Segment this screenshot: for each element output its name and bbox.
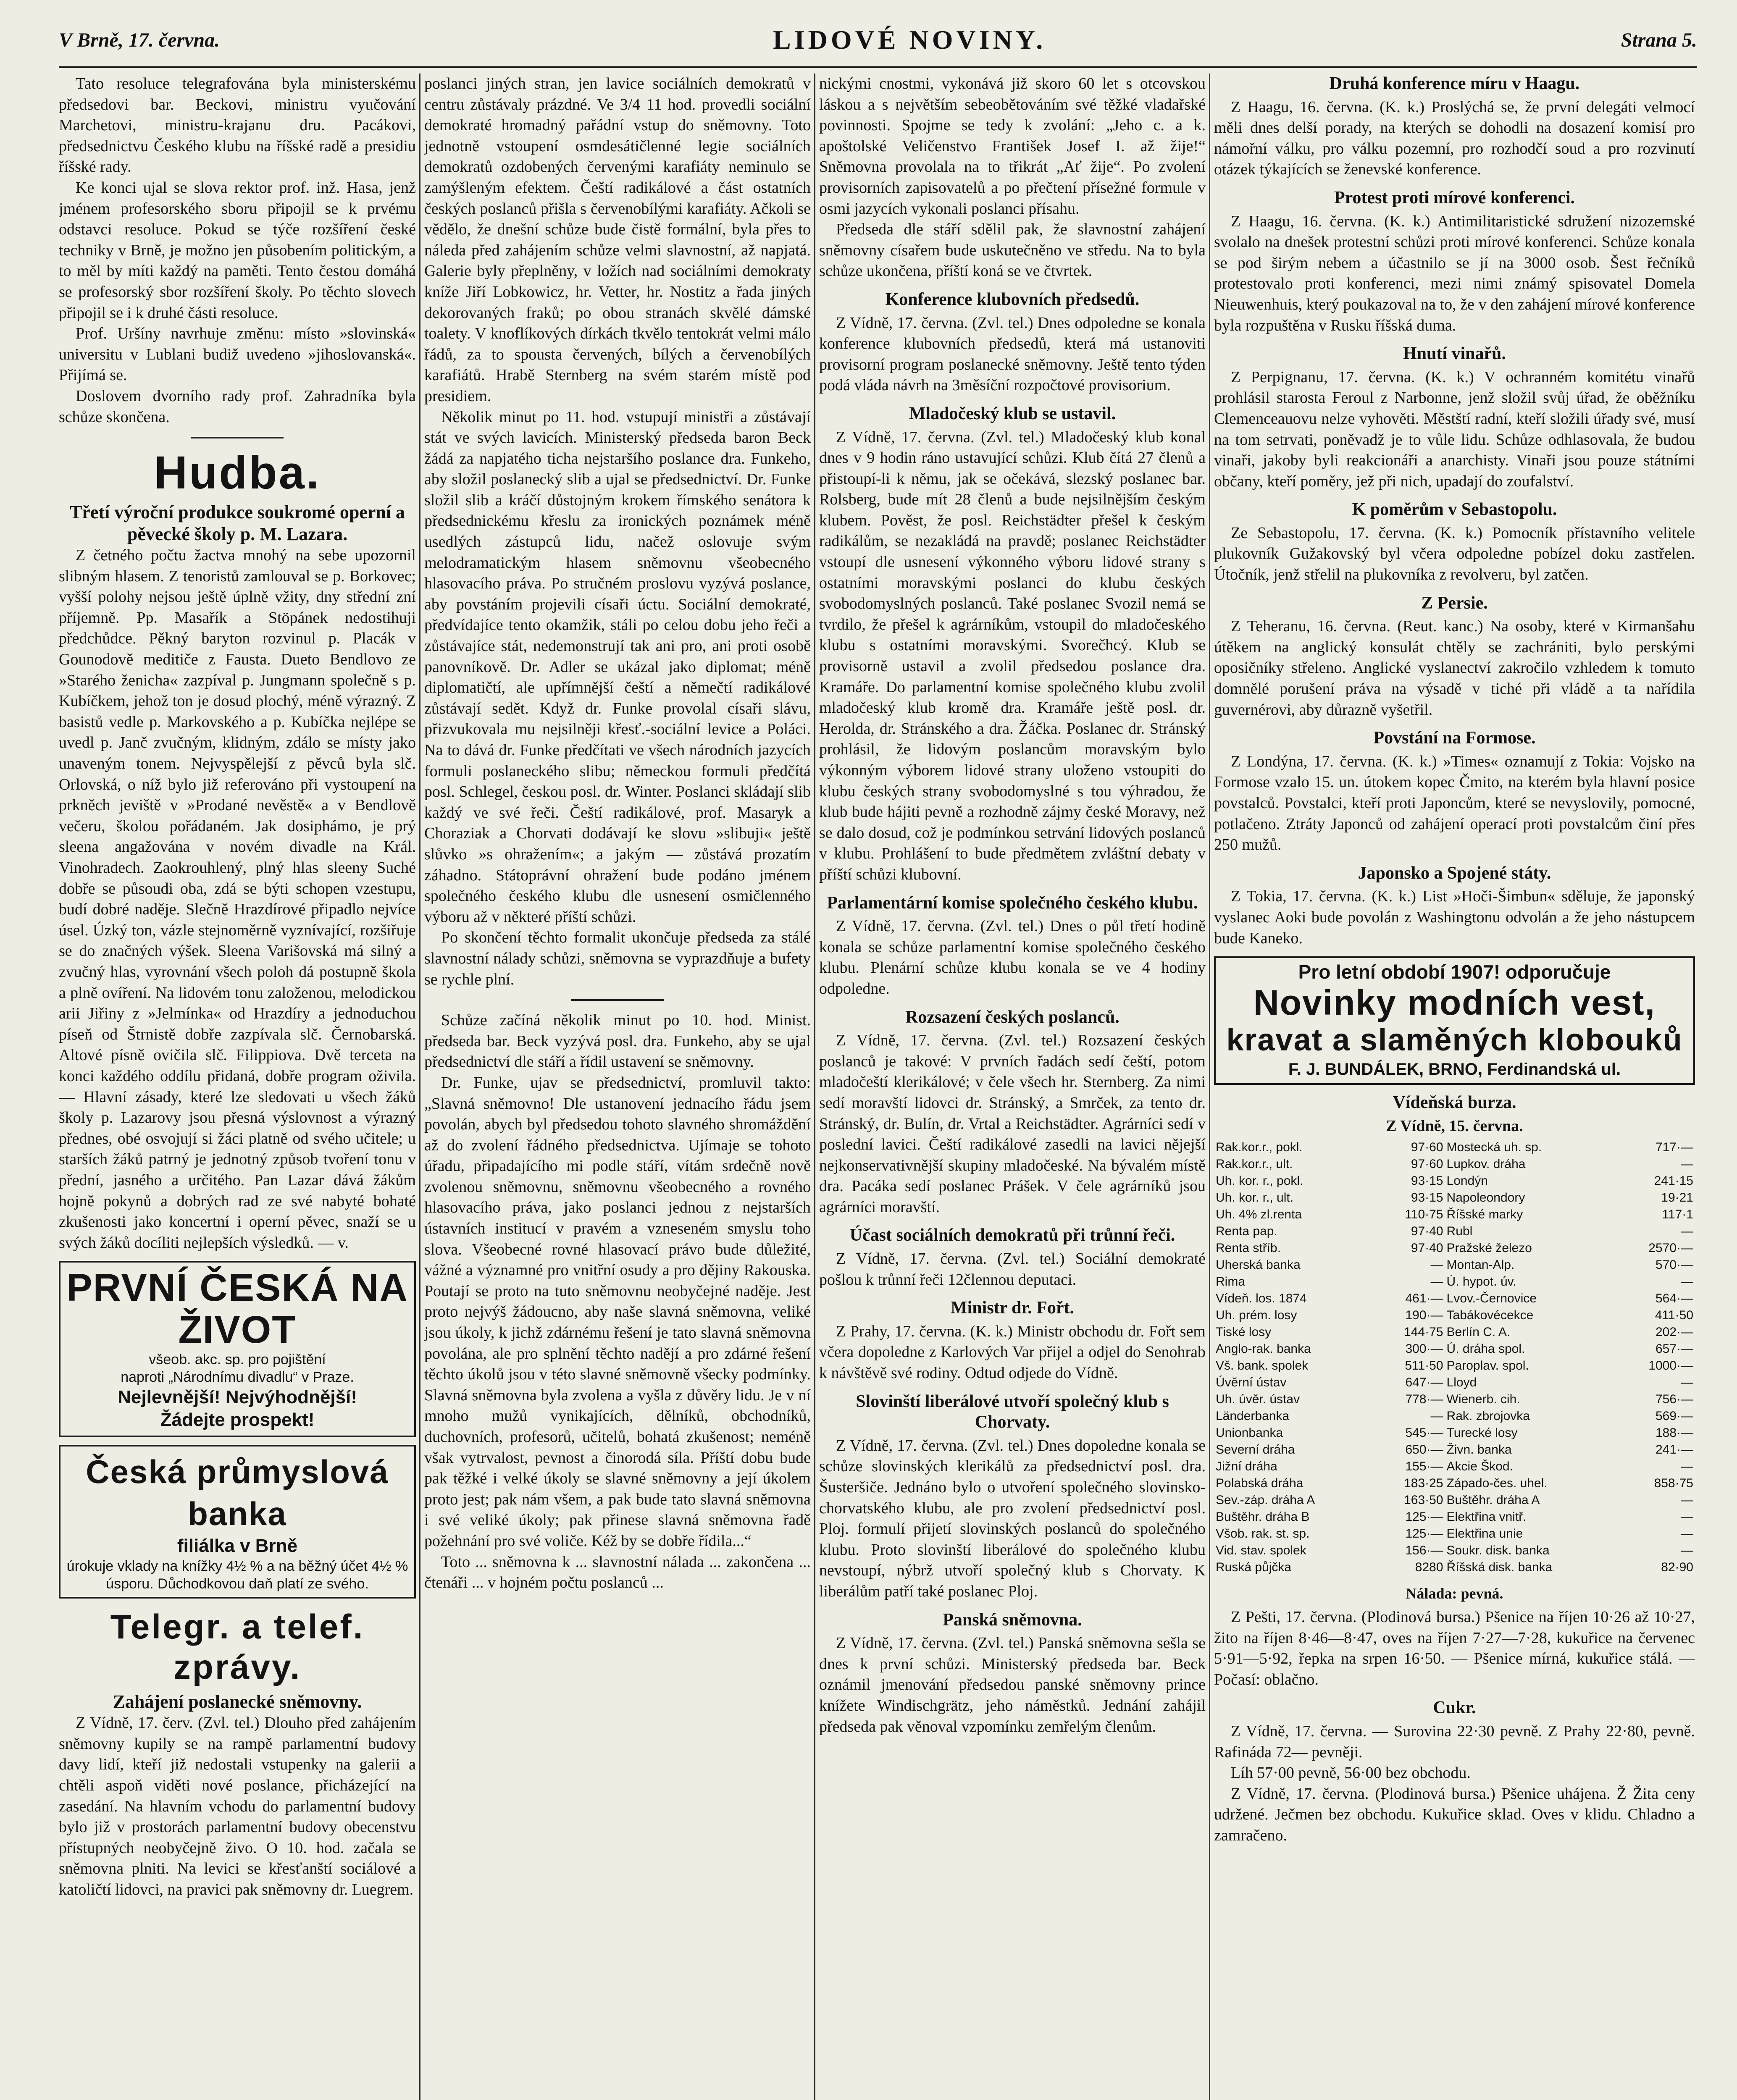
- paragraph: Z Vídně, 17. června. (Zvl. tel.) Dnes o půl třetí hodině konala se schůze parlamentní komise společného českého klubu. Plenární schůze klubu konala se ve 4 hodiny odpoledne.: [819, 917, 1206, 998]
- exchange-row: [1214, 1206, 1695, 1223]
- exchange-value: 125·—: [1405, 1510, 1443, 1524]
- exchange-item: Říšské marky: [1446, 1208, 1523, 1222]
- ad-title: PRVNÍ ČESKÁ NA ŽIVOT: [66, 1266, 408, 1352]
- article-heading: Třetí výroční produkce soukromé operní a pěvecké školy p. M. Lazara.: [69, 502, 405, 545]
- exchange-item: Länderbanka: [1216, 1409, 1290, 1423]
- paragraph: Z Perpignanu, 17. června. (K. k.) V ochranném komitétu vinařů prohlásil starosta Feroul z Narbonne, jenž složil svůj úřad, že oběžníku Clemenceauovu nelze vyhověti. Městští radní, kteří složili úřady své, musí na tom setrvati, poněvadž je to vůle lidu. Schůze odhlasovala, že budou vinaři, jakoby byli reakcionáři a anarchisty. Vinaři jsou pouze státními občany, kteří poměry, jež při nich, upadají do zoufalství.: [1214, 368, 1695, 490]
- paragraph: Ze Sebastopolu, 17. června. (K. k.) Pomocník přístavního velitele plukovník Gužakovský byl včera odpoledne pobízel doku zastřelen. Útočník, jenž střelil na plukovníka z revolveru, byl zatčen.: [1214, 524, 1695, 584]
- exchange-value: —: [1430, 1258, 1443, 1272]
- column-1: [59, 74, 416, 2100]
- article-heading: Účast sociálních demokratů při trůnní řeči.: [849, 1226, 1175, 1245]
- exchange-item: Západo-čes. uhel.: [1446, 1476, 1548, 1491]
- insurance-advertisement: [59, 1261, 416, 1437]
- exchange-value: 300·—: [1405, 1342, 1443, 1356]
- exchange-value: 82·90: [1661, 1560, 1693, 1575]
- exchange-row: [1214, 1341, 1695, 1357]
- exchange-value: 117·1: [1662, 1208, 1693, 1222]
- exchange-item: Uh. 4% zl.renta: [1216, 1208, 1302, 1222]
- ad-line: Nejlevnější! Nejvýhodnější!: [118, 1387, 357, 1408]
- column-rule: [419, 74, 420, 2100]
- article-heading: Konference klubovních předsedů.: [885, 289, 1140, 309]
- paragraph: poslanci jiných stran, jen lavice sociálních demokratů v centru zůstávaly prázdné. Ve 3/4 11 hod. provedli sociální demokraté hromadný pařádní vstup do sněmovny. Toto jednotně vstoupení osmdesátičlenné legie sociálních demokratů ozdobených červenými karafiáty neminulo se zamýšleným efektem. Čeští radikálové a část ostatních českých poslanců přišla s červenobílými karafiáty. Ačkoli se vědělo, že dnešní schůze bude čistě formální, byla přes to náleda před zahájením schůze velmi slavnostní, až napjatá. Galerie byly přeplněny, v ložích nad sociálními demokraty kníže Jiří Lobkowicz, hr. Vetter, hr. Nostitz a řada jiných dekorovaných fraků; po obou stranách skvělé dámské toalety. V knoflíkových dírkách tkvělo tentokrát velmi málo řádů, za to spousta červených, bílých a červenobílých karafiátů. Hrabě Sternberg na svém starém místě pod presidiem.: [424, 75, 811, 405]
- exchange-value: —: [1430, 1409, 1443, 1423]
- paragraph: Z Haagu, 16. června. (K. k.) Proslýchá se, že první delegáti velmocí měli dnes delší porady, na kterých se dohodli na dosazení komisí pro námořní válku, pro válku pozemní, pro rozhodčí soud a pro rozvinutí otázek týkajících se ženevské konference.: [1214, 98, 1695, 178]
- exchange-item: Rubl: [1446, 1224, 1473, 1239]
- exchange-row: [1214, 1441, 1695, 1458]
- exchange-item: Všob. rak. st. sp.: [1216, 1527, 1310, 1541]
- exchange-value: 125·—: [1405, 1527, 1443, 1541]
- paragraph: Po skončení těchto formalit ukončuje předseda za stálé slavnostní nálady schůzi, sněmovna se vyprazdňuje a bufety se rychle plní.: [424, 929, 811, 988]
- exchange-item: Rak.kor.r., ult.: [1216, 1157, 1293, 1171]
- column-3: [819, 74, 1206, 2100]
- section-heading: Telegr. a telef. zprávy.: [110, 1608, 365, 1687]
- paragraph: Z Tokia, 17. června. (K. k.) List »Hoči-Šimbun« sděluje, že japonský vyslanec Aoki bude povolán z Washingtonu odvolán a že jeho nástupcem bude Kanekо.: [1214, 887, 1695, 947]
- exchange-item: Uh. úvěr. ústav: [1216, 1392, 1300, 1407]
- exchange-item: Londýn: [1446, 1174, 1488, 1188]
- exchange-value: —: [1681, 1510, 1693, 1524]
- exchange-item: Napoleondory: [1446, 1191, 1525, 1205]
- exchange-item: Montan-Alp.: [1446, 1258, 1515, 1272]
- exchange-value: 647·—: [1405, 1376, 1443, 1390]
- exchange-row: [1214, 1240, 1695, 1257]
- ad-title: Česká průmyslová banka: [86, 1453, 389, 1533]
- exchange-item: Vid. stav. spolek: [1216, 1544, 1306, 1558]
- exchange-row: [1214, 1509, 1695, 1525]
- article-heading: Z Persie.: [1421, 593, 1488, 613]
- exchange-row: [1214, 1189, 1695, 1206]
- exchange-value: 778·—: [1405, 1392, 1443, 1407]
- exchange-row: [1214, 1173, 1695, 1189]
- paragraph: Z četného počtu žactva mnohý na sebe upozornil slibným hlasem. Z tenoristů zamlouval se p. Borkovec; vyšší polohy nejsou ještě úplně vžity, dny střední zní příjemně. Pp. Masařík a Stöpánek nedostihuji předchůdce. Pěkný baryton rozvinul p. Placák v Gounodově meditiče z Fausta. Dueto Bendlovo ze »Starého ženicha« zazpíval p. Jungmann společně s p. Kubíčkem, jehož ton je dosud plochý, méně výrazný. Z basistů vedle p. Markovského a p. Kubíčka nejlépe se uvedl p. Janč zvučným, klidným, zdálo se místy jako unaveným tonem. Nejvyspělejší z pěvců byla slč. Orlovská, o níž bylo již referováno při vystoupení na prkněch jeviště v »Prodané nevěstě« a v Bendlově večeru, školou pořádaném. Jak dosiphámo, je prý sleena angažována v novém divadle na Král. Vinohradech. Zaokrouhlený, plný hlas sleeny Suché dobře se půsoudi oba, zdá se býti schopen vzestupu, budí dobré naděje. Slečně Hrazdírové připadlo nejvíce úsel. Úzký ton, vázle stejnoměrně vyznívající, rozšiřuje se do značných výšek. Sleena Varišovská má silný a zvučný hlas, vyrovnání všech poloh dá postupně škola a plně ovíření. Na lidovém tonu založenou, melodickou arii Jiřiny z »Jelmínka« od Hrazdíry a jednoduchou píseň od Štrnistě dobře zazpívala slč. Černobarská. Altové písně ovičila slč. Filippiova. Dvě terceta na konci každého oddílu přidaná, dobře program oživila. — Hlavní zásady, které lze sledovati u všech žáků školy p. Lazarovy jsou přesná výslovnost a výrazný přednes, obé osvojují si žáci platně od svého učitele; u starších žáků patrný je jednotný způsob tvoření tonu v přední, jasného a určitého. Pan Lazar dává žákům hojně pokynů a dobrých rad ze své nabyté bohaté zkušenosti jako koncertní i operní pěvec, snaží se u svých žáků docíliti nejlepších výsledků. — v.: [59, 546, 416, 1252]
- exchange-item: Ruská půjčka: [1216, 1560, 1292, 1575]
- exchange-value: 93·15: [1411, 1191, 1443, 1205]
- exchange-item: Renta pap.: [1216, 1224, 1277, 1239]
- exchange-value: 110·75: [1405, 1208, 1443, 1222]
- exchange-item: Uherská banka: [1216, 1258, 1301, 1272]
- exchange-row: [1214, 1492, 1695, 1509]
- article-heading: Druhá konference míru v Haagu.: [1329, 74, 1580, 93]
- exchange-row: [1214, 1156, 1695, 1173]
- exchange-note: Nálada: pevná.: [1406, 1585, 1503, 1602]
- exchange-value: 650·—: [1405, 1443, 1443, 1457]
- column-4: [1214, 74, 1695, 2100]
- article-heading: Slovinští liberálové utvoří společný klub s Chorvaty.: [856, 1391, 1169, 1432]
- exchange-row: [1214, 1542, 1695, 1559]
- exchange-value: 188·—: [1655, 1426, 1693, 1440]
- column-2: [424, 74, 811, 2100]
- exchange-item: Unionbanka: [1216, 1426, 1283, 1440]
- exchange-row: [1214, 1139, 1695, 1156]
- exchange-item: Ú. dráha spol.: [1446, 1342, 1525, 1356]
- exchange-row: [1214, 1559, 1695, 1576]
- paragraph: Z Vídně, 17. června. (Zvl. tel.) Sociální demokraté pošlou k trůnní řeči 12člennou deputaci.: [819, 1250, 1206, 1289]
- exchange-value: 545·—: [1405, 1426, 1443, 1440]
- exchange-item: Říšská disk. banka: [1446, 1560, 1553, 1575]
- exchange-value: 97·40: [1411, 1241, 1443, 1255]
- exchange-value: 97·40: [1411, 1224, 1443, 1239]
- exchange-value: —: [1681, 1460, 1693, 1474]
- exchange-row: [1214, 1425, 1695, 1441]
- clothing-advertisement: [1214, 956, 1695, 1085]
- exchange-value: 657·—: [1655, 1342, 1693, 1356]
- exchange-item: Tabákovécekce: [1446, 1308, 1534, 1323]
- exchange-row: [1214, 1525, 1695, 1542]
- exchange-value: 163·50: [1404, 1493, 1443, 1507]
- divider: [571, 999, 664, 1001]
- exchange-row: [1214, 1273, 1695, 1290]
- exchange-value: 570·—: [1655, 1258, 1693, 1272]
- exchange-value: 241·—: [1655, 1443, 1693, 1457]
- column-rule: [1209, 74, 1210, 2100]
- exchange-value: 756·—: [1655, 1392, 1693, 1407]
- exchange-value: 19·21: [1661, 1191, 1693, 1205]
- paragraph: Z Prahy, 17. června. (K. k.) Ministr obchodu dr. Fořt sem včera dopoledne z Karlových Var přijel a odjel do Senohrab k návštěvě své rodiny. Odtud odjede do Vídně.: [819, 1322, 1206, 1382]
- article-heading: Protest proti mírové konferenci.: [1334, 188, 1575, 207]
- exchange-row: [1214, 1290, 1695, 1307]
- exchange-value: 8280: [1415, 1560, 1443, 1575]
- article-heading: Parlamentární komise společného českého klubu.: [827, 893, 1198, 913]
- divider: [191, 437, 284, 438]
- exchange-item: Akcie Škod.: [1446, 1460, 1513, 1474]
- masthead-page-number: Strana 5.: [1621, 29, 1697, 51]
- exchange-row: [1214, 1374, 1695, 1391]
- article-heading: Povstání na Formose.: [1373, 728, 1536, 748]
- exchange-item: Polabská dráha: [1216, 1476, 1303, 1491]
- paragraph: Předseda dle stáří sdělil pak, že slavnostní zahájení sněmovny císařem bude uskutečněno ve středu. Na to byla schůze ukončena, příští koná se ve čtvrtek.: [819, 220, 1206, 280]
- exchange-value: 190·—: [1405, 1308, 1443, 1323]
- ad-line: Žádejte prospekt!: [160, 1410, 315, 1431]
- exchange-item: Berlín C. A.: [1446, 1325, 1511, 1339]
- exchange-row: [1214, 1324, 1695, 1341]
- exchange-item: Lvov.-Černovice: [1446, 1292, 1537, 1306]
- paragraph: Z Vídně, 17. června. (Zvl. tel.) Dnes odpoledne se konala konference klubovních předsedů, která má ustanoviti provisorní program poslanecké sněmovny. Ještě tento týden podá vláda návrh na 3měsíční rozpočtové provisorium.: [819, 314, 1206, 394]
- article-heading: Ministr dr. Fořt.: [951, 1298, 1074, 1318]
- exchange-item: Vídeň. los. 1874: [1216, 1292, 1307, 1306]
- exchange-value: 144·75: [1404, 1325, 1443, 1339]
- exchange-value: 97·60: [1411, 1157, 1443, 1171]
- ad-title: Novinky modních vest,: [1253, 983, 1656, 1023]
- paragraph: Několik minut po 11. hod. vstupují ministři a zůstávají stát ve svých lavicích. Ministerský předseda baron Beck žádá za napjatého ticha nejstaršího poslance dra. Funkeho, aby složil poslanecký slib a ujal se předsednictví. Dr. Funke složil slib a kráčí důstojným krokem římského senátora k předsednickému křeslu za ironických poznámek méně usedlých zástupců lidu, načež oslovuje svým melodramatickým hlasem sněmovnu všeobecného hlasovacího práva. Po stručném proslovu vyzývá poslance, aby povstáním projevili císaři úctu. Sociální demokraté, předvídajíce tento okamžik, stáli po celou dobu jeho řeči a zůstávajíce stát, nedemonstrují tak ani pro, ani proti osobě panovníkově. Dr. Adler se ukázal jako diplomat; méně diplomatičtí, ale upřímnější čeští a němečtí radikálové zůstávají sedět. Když dr. Funke provolal císaři slávu, přizvukovala mu nejsilněji křesť.-sociální levice a Poláci. Na to dává dr. Funke předčítati ve všech národních jazycích formuli poslaneckého slibu; německou formuli předčítá posl. Schlegel, českou posl. dr. Winter. Poslanci skládají slib každý ve své řeči. Čeští radikálové, prof. Masaryk a Choraziak a Chorvati dodávají ke slovu »slibuji« ještě slůvko »s ohražením«; a jakým — zůstává prozatím záhadno. Státoprávní ohražení bude podáno jménem společného českého klubu dle usnesení osmičlenného výboru až v některé příští schůzi.: [424, 408, 811, 926]
- exchange-value: 569·—: [1655, 1409, 1693, 1423]
- paragraph: Z Vídně, 17. června. (Zvl. tel.) Panská sněmovna sešla se dnes k první schůzi. Ministerský předseda bar. Beck oznámil jmenování předsedou panské sněmovny prince knížete Windischgrätz, jeho náměstků. Jednání zahájil předseda pak věnoval vzpomínku zemřelým členům.: [819, 1634, 1206, 1735]
- exchange-item: Uh. kor. r., ult.: [1216, 1191, 1294, 1205]
- masthead-title: LIDOVÉ NOVINY.: [773, 25, 1046, 55]
- exchange-item: Lupkov. dráha: [1446, 1157, 1526, 1171]
- exchange-item: Živn. banka: [1446, 1443, 1512, 1457]
- ad-line: úrokuje vklady na knížky 4½ % a na běžný účet 4½ % úsporu. Důchodkovou daň platí ze svého.: [66, 1558, 408, 1592]
- masthead: [59, 20, 1697, 68]
- exchange-item: Lloyd: [1446, 1376, 1477, 1390]
- exchange-row: [1214, 1458, 1695, 1475]
- paragraph: Z Vídně, 17. června. — Surovina 22·30 pevně. Z Prahy 22·80, pevně. Rafináda 72— pevněji.: [1214, 1722, 1695, 1761]
- exchange-item: Rak. zbrojovka: [1446, 1409, 1530, 1423]
- paragraph: nickými cnostmi, vykonává již skoro 60 let s otcovskou láskou a s největším sebeobětováním své těžké vladařské povinnosti. Spojme se tedy k zvolání: „Jeho c. a k. apoštolské Veličenstvo František Josef I. až žije!“ Sněmovna provolala na to třikrát „Ať žije“. Po zvolení provisorních zapisovatelů a po přečtení přísežné formule v osmi jazycích vykonali poslanci přísahu.: [819, 75, 1206, 218]
- exchange-row: [1214, 1223, 1695, 1240]
- paragraph: Z Vídně, 17. června. (Zvl. tel.) Mladočeský klub konal dnes v 9 hodin ráno ustavující schůzi. Klub čítá 27 členů a přistoupí-li k němu, jak se očekává, slezský poslanec bar. Rolsberg, bude mít 28 členů a bude nejsilnějším českým klubem. Pověst, že posl. Reichstädter přešel k českým radikálům, se nezakládá na pravdě; poslanec Reichstädter vstoupí dle usnesení výkonného výboru lidové strany s ostatními moravskými poslanci do klubu českých svobodomyslných poslanců. Také poslanec Svozil nemá se tvrdilo, že přešel k agrárníkům, vstoupil do mladočeského klubu s ostatními moravskými. Svorečhcý. Klub se provisorně ustavil a zvolil předsedou poslance dra. Kramáře. Do parlamentní komise společného klubu zvolil mladočeský klub kromě dra. Kramáře ještě posl. dr. Herolda, dr. Stránského a dra. Žáčka. Poslanec dr. Stránský prohlásil, že lidovým poslancům moravským bylo výkonným výborem lidové strany uloženo vstoupiti do klubu českých strany svobodomyslné s tou výhradou, že klub bude hájiti pevně a rozhodně zájmy české Moravy, než se dalo dosud, což je podmínkou setrvání lidových poslanců v klubu. Prohlášení to bude předmětem zvláštní debaty v příští schůzi klubovní.: [819, 428, 1206, 883]
- paragraph: Líh 57·00 pevně, 56·00 bez obchodu.: [1231, 1764, 1471, 1782]
- exchange-value: 858·75: [1654, 1476, 1693, 1491]
- column-rule: [814, 74, 815, 2100]
- masthead-date: V Brně, 17. června.: [59, 29, 220, 51]
- exchange-item: Úvěrní ústav: [1216, 1376, 1287, 1390]
- article-heading: Rozsazení českých poslanců.: [905, 1007, 1119, 1027]
- exchange-value: 511·50: [1405, 1359, 1443, 1373]
- exchange-value: 183·25: [1404, 1476, 1443, 1491]
- exchange-item: Paroplav. spol.: [1446, 1359, 1529, 1373]
- paragraph: Doslovem dvorního rady prof. Zahradníka byla schůze skončena.: [59, 387, 416, 426]
- exchange-item: Anglo-rak. banka: [1216, 1342, 1311, 1356]
- article-heading: Japonsko a Spojené státy.: [1358, 863, 1551, 883]
- ad-title: kravat a slaměných klobouků: [1226, 1022, 1683, 1058]
- article-heading: Mladočeský klub se ustavil.: [909, 404, 1116, 423]
- exchange-item: Uh. prém. losy: [1216, 1308, 1297, 1323]
- exchange-value: —: [1681, 1376, 1693, 1390]
- exchange-item: Renta stříb.: [1216, 1241, 1281, 1255]
- paragraph: Dr. Funke, ujav se předsednictví, promluvil takto: „Slavná sněmovno! Dle ustanovení jednacího řádu jsem povolán, abych byl předsedou tohoto slavného shromáždění až do zvolení řádného předsednictva. Ujímaje se tohoto úřadu, připadajícího mi podle stáří, vítám srdečně nově zvolenou sněmovnu, sněmovnu všeobecného a rovného hlasovacího práva, jako poslanci jednou z nejstarších ústavních institucí v pravém a vzneseném smyslu toho slova. Všeobecné rovné hlasovací právo bude důležité, vážné a významné pro vnitřní osudy a pro dějiny Rakouska. Poutají se proto na tuto sněmovnu neobyčejné naděje. Jest proto nejvýš žádoucno, aby naše slavná sněmovna, veliké jsou úkoly, k jichž zdárnému řešení je tato slavná sněmovna povolána, ale pro splnění těchto nadějí a pro zdárné řešení těchto úkolů jsou v této slavné sněmovně všecky podmínky. Slavná sněmovna byla zvolena a vyšla z důvěry lidu. Je v ní mnoho mužů vynikajících, dělníků, obchodníků, duchovních, profesorů, učitelů, bohatá zkušenost; neméně však vytrvalost, pevnost a činorodá síla. Příští dobu bude pak těžké i velké úkoly se slavné sněmovny a její úkolem proto jest; pak nám všem, a pak bude tato slavná sněmovna i své veliké úkoly; pak přinese slavná sněmovna řadě požehnání pro své voliče. Kéž by se dobře řídila...“: [424, 1074, 811, 1550]
- exchange-value: 717·—: [1655, 1140, 1693, 1155]
- exchange-value: 2570·—: [1648, 1241, 1693, 1255]
- exchange-value: 411·50: [1655, 1308, 1693, 1323]
- ad-subtitle: všeob. akc. sp. pro pojištění: [149, 1352, 326, 1368]
- paragraph: Z Londýna, 17. června. (K. k.) »Times« oznamují z Tokia: Vojsko na Formose vzalo 15. un. útokem kopec Čmito, na kterém byla hlavní posice povstalců. Povstalci, kteří proti Japoncům, které se nevyslovily, pomocné, potlačeno. Ztráty Japonců od zahájení operací proti povstalcům činí přes 250 mužů.: [1214, 752, 1695, 854]
- exchange-item: Uh. kor. r., pokl.: [1216, 1174, 1303, 1188]
- exchange-item: Pražské železo: [1446, 1241, 1532, 1255]
- exchange-item: Buštěhr. dráha A: [1446, 1493, 1540, 1507]
- paragraph: Toto ... sněmovna k ... slavnostní nálada ... zakončena ... čtenáři ... v hojném počtu poslanců ...: [424, 1553, 811, 1592]
- exchange-item: Sev.-záp. dráha A: [1216, 1493, 1315, 1507]
- exchange-item: Elektřina unie: [1446, 1527, 1523, 1541]
- exchange-row: [1214, 1307, 1695, 1324]
- exchange-value: —: [1430, 1275, 1443, 1289]
- exchange-item: Rima: [1216, 1275, 1246, 1289]
- exchange-value: —: [1681, 1224, 1693, 1239]
- exchange-table: [1214, 1139, 1695, 1576]
- exchange-item: Rak.kor.r., pokl.: [1216, 1140, 1303, 1155]
- ad-line: F. J. BUNDÁLEK, BRNO, Ferdinandská ul.: [1288, 1060, 1621, 1079]
- exchange-item: Ú. hypot. úv.: [1446, 1275, 1516, 1289]
- article-heading: Hnutí vinařů.: [1403, 344, 1506, 364]
- bank-advertisement: [59, 1445, 416, 1599]
- exchange-row: [1214, 1257, 1695, 1273]
- paragraph: Z Vídně, 17. června. (Zvl. tel.) Dnes dopoledne konala se schůze slovinských klerikálů za předsednictví posl. dra. Šusteršiče. Jednáno bylo o utvoření společného slovinsko-chorvatského klubu, ale pro zvolení předsednictví posl. Ploj. formulí přijetí slovinských poslanců do společného klubu. Proto slovinští liberálové do společného klubu nevstoupí, nýbrž utvoří společný klub s Chorvaty. K liberálům patří také poslanec Ploj.: [819, 1436, 1206, 1600]
- ad-line: naproti „Národnímu divadlu“ v Praze.: [121, 1369, 354, 1386]
- paragraph: Schůze začíná několik minut po 10. hod. Minist. předseda bar. Beck vyzývá posl. dra. Funkeho, aby se ujal předsednictví dle stáří a řídil ustavení se sněmovny.: [424, 1011, 811, 1071]
- exchange-row: [1214, 1475, 1695, 1492]
- exchange-item: Severní dráha: [1216, 1443, 1295, 1457]
- exchange-value: —: [1681, 1544, 1693, 1558]
- exchange-value: 564·—: [1655, 1292, 1693, 1306]
- article-heading: Panská sněmovna.: [943, 1610, 1082, 1630]
- exchange-item: Mostecká uh. sp.: [1446, 1140, 1542, 1155]
- ad-line: Pro letní období 1907! odporučuje: [1298, 961, 1611, 983]
- exchange-value: 241·15: [1654, 1174, 1693, 1188]
- paragraph: Z Vídně, 17. června. (Plodinová bursa.) Pšenice uhájena. Ž Žita ceny udržené. Ječmen bez obchodu. Kukuřice sklad. Oves v klidu. Chladno a zamračeno.: [1214, 1785, 1695, 1844]
- exchange-item: Wienerb. cih.: [1446, 1392, 1520, 1407]
- article-heading: Zahájení poslanecké sněmovny.: [113, 1691, 362, 1712]
- exchange-row: [1214, 1357, 1695, 1374]
- exchange-value: 97·60: [1411, 1140, 1443, 1155]
- exchange-value: —: [1681, 1275, 1693, 1289]
- exchange-value: 1000·—: [1648, 1359, 1693, 1373]
- exchange-item: Buštěhr. dráha B: [1216, 1510, 1310, 1524]
- exchange-row: [1214, 1391, 1695, 1408]
- exchange-value: 202·—: [1655, 1325, 1693, 1339]
- exchange-item: Turecké losy: [1446, 1426, 1518, 1440]
- exchange-value: —: [1681, 1157, 1693, 1171]
- exchange-row: [1214, 1408, 1695, 1425]
- paragraph: Z Vídně, 17. června. (Zvl. tel.) Rozsazení českých poslanců je takové: V prvních řadách sedí čeští, potom mladočeští klerikálové; v čele všech hr. Sternberg. Za nimi sedí moravští lidovci dr. Stránský, a Smrček, za tento dr. Stránský, dr. Bulín, dr. Vrtal a Reichstädter. Agrárníci sedí v poslední lavici. Čeští radikálové zasedli na lavici nějejší nejkonservativnější skupiny mladočeské. Na bývalém místě dra. Pacáka sedí poslanec Prášek. V čele agrárníků jsou agrárníci moravští.: [819, 1032, 1206, 1216]
- paragraph: Ke konci ujal se slova rektor prof. inž. Hasa, jenž jménem profesorského sboru připojil se k prvému odstavci resoluce. Pokud se týče rozšíření české techniky v Brně, je možno jen působením politickým, a to měl by míti každý na paměti. Tento čestou domáhá se profesorský sbor rozšíření školy. Po těchto slovech připojil se i k druhé části resoluce.: [59, 178, 416, 322]
- exchange-value: 461·—: [1405, 1292, 1443, 1306]
- ad-subtitle: filiálka v Brně: [177, 1536, 298, 1557]
- exchange-item: Vš. bank. spolek: [1216, 1359, 1309, 1373]
- paragraph: Z Vídně, 17. červ. (Zvl. tel.) Dlouho před zahájením sněmovny kupily se na rampě parlamentní budovy davy lidí, kteří již nedostali vstupenky na galerii a chtěli aspoň viděti nové poslance, přicházející na zasedání. Na hlavním vchodu do parlamentní budovy bylo již v prostorách parlamentní budovy obecenstvu přístupných neobyčejně živo. O 10. hod. začala se sněmovna plniti. Na levici se křesťanští sociálové a katoličtí lidovci, na pravici pak sněmovny dr. Luegrem.: [59, 1714, 416, 1899]
- paragraph: Prof. Uršíny navrhuje změnu: místo »slovinská« universitu v Lublani budiž uvedeno »jihoslovanská«. Přijímá se.: [59, 325, 416, 384]
- paragraph: Z Haagu, 16. června. (K. k.) Antimilitaristické sdružení nizozemské svolalo na dnešek protestní schůzi proti mírové konferenci. Schůze konala se pod širým nebem a účastnilo se jí na 3000 osob. Šest řečníků protestovalo proti konferenci, mezi nimi známý spisovatel Domela Nieuwenhuis, který poukazoval na to, že v den zahájení mírové konference byla rozpuštěna v Rusku říšská duma.: [1214, 212, 1695, 334]
- exchange-value: 155·—: [1405, 1460, 1443, 1474]
- exchange-item: Soukr. disk. banka: [1446, 1544, 1550, 1558]
- exchange-value: —: [1681, 1493, 1693, 1507]
- article-heading: Cukr.: [1433, 1698, 1476, 1718]
- exchange-item: Elektřina vnitř.: [1446, 1510, 1527, 1524]
- section-heading: Hudba.: [154, 447, 321, 499]
- exchange-date: Z Vídně, 15. června.: [1386, 1117, 1523, 1135]
- exchange-value: 156·—: [1405, 1544, 1443, 1558]
- exchange-value: —: [1681, 1527, 1693, 1541]
- paragraph: Tato resoluce telegrafována byla ministerskému předsedovi bar. Beckovi, ministru vyučování Marchetovi, ministru-krajanu dru. Pacákovi, předsednictvu Českého klubu na říšské radě a presidiu říšské rady.: [59, 75, 416, 176]
- article-heading: K poměrům v Sebastopolu.: [1352, 500, 1557, 520]
- paragraph: Z Pešti, 17. června. (Plodinová bursa.) Pšenice na říjen 10·26 až 10·27, žito na říjen 8·46—8·47, oves na říjen 7·27—7·28, kukuřice na červenec 5·91—5·92, řepka na srpen 16·50. — Pšenice mírná, kukuřice stálá. — Počasí: oblačno.: [1214, 1608, 1695, 1688]
- paragraph: Z Teheranu, 16. června. (Reut. kanc.) Na osoby, které v Kirmanšahu útěkem na anglický konsulát chtěly se zachrániti, bylo perskými oposičníky střeleno. Anglické vyslanectví zakročilo vzhledem k tomuto domnělé porušení práva na výsadě v tiché při vládě a ta nařídila guvernérovi, aby důrazně vyšetřil.: [1214, 617, 1695, 719]
- exchange-item: Tiské losy: [1216, 1325, 1272, 1339]
- exchange-item: Jižní dráha: [1216, 1460, 1277, 1474]
- exchange-heading: Vídeňská burza.: [1393, 1093, 1516, 1113]
- exchange-value: 93·15: [1411, 1174, 1443, 1188]
